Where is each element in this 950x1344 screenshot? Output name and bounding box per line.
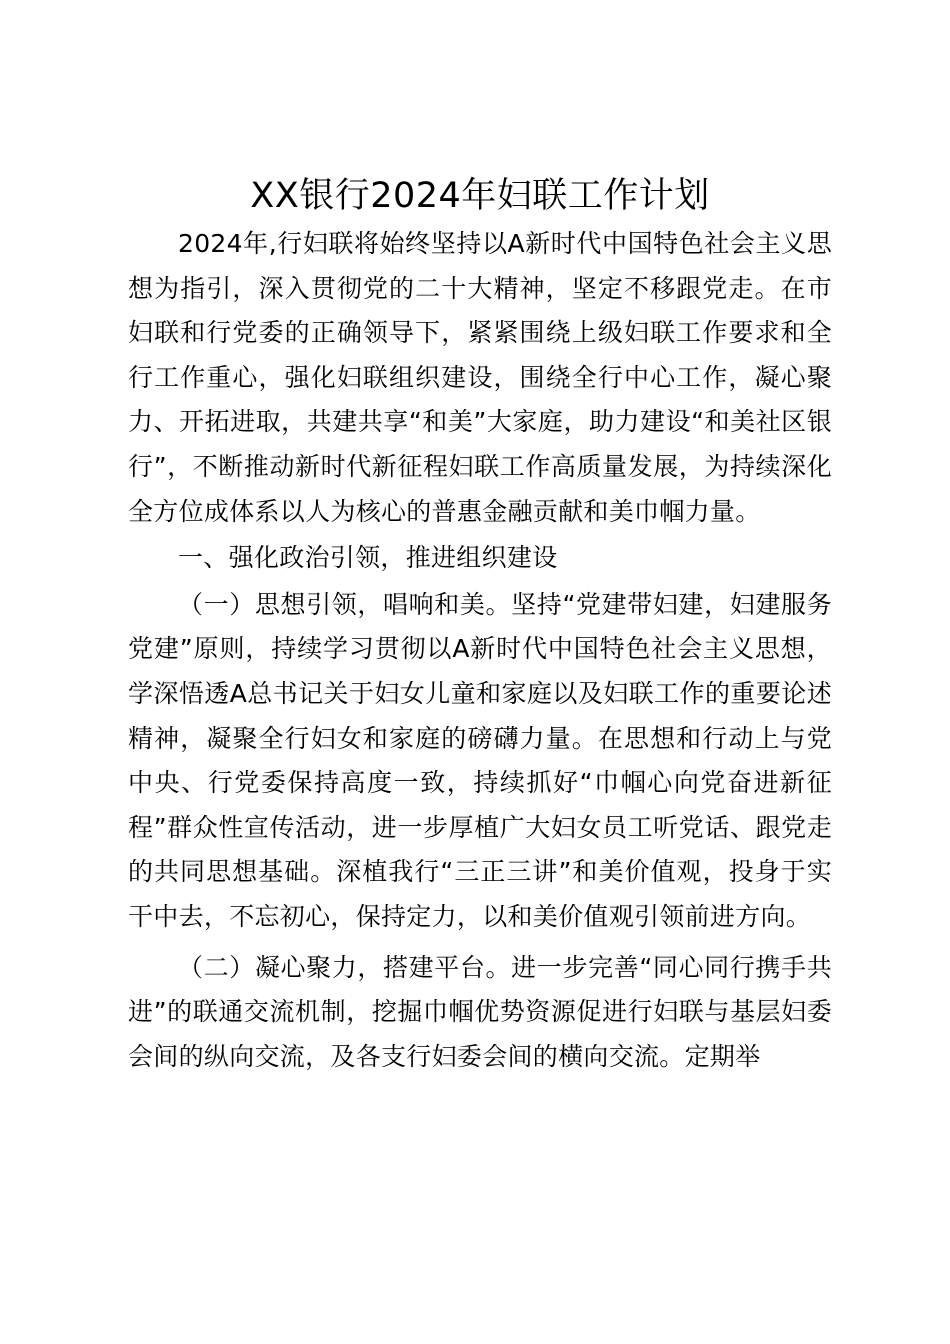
section-1-item-1: （一）思想引领，唱响和美。坚持“党建带妇建，妇建服务党建”原则，持续学习贯彻以A新时代中国特色社会主义思想，学深悟透A总书记关于妇女儿童和家庭以及妇联工作的重要论述精神，凝聚全行妇女和家庭的磅礴力量。在思想和行动上与党中央、行党委保持高度一致，持续抓好“巾帼心向党奋进新征程”群众性宣传活动，进一步厚植广大妇女员工听党话、跟党走的共同思想基础。深植我行“三正三讲”和美价值观，投身于实干中去，不忘初心，保持定力，以和美价值观引领前进方向。 xyxy=(128,589,832,931)
section-1-item-2: （二）凝心聚力，搭建平台。进一步完善“同心同行携手共进”的联通交流机制，挖掘巾帼优势资源促进行妇联与基层妇委会间的纵向交流，及各支行妇委会间的横向交流。定期举 xyxy=(128,952,832,1071)
section-1-heading: 一、强化政治引领，推进组织建设 xyxy=(178,543,558,573)
intro-paragraph: 2024年,行妇联将始终坚持以A新时代中国特色社会主义思想为指引，深入贯彻党的二十大精神，坚定不移跟党走。在市妇联和行党委的正确领导下，紧紧围绕上级妇联工作要求和全行工作重心，强化妇联组织建设，围绕全行中心工作，凝心聚力、开拓进取，共建共享“和美”大家庭，助力建设“和美社区银行”，不断推动新时代新征程妇联工作高质量发展，为持续深化全方位成体系以人为核心的普惠金融贡献和美巾帼力量。 xyxy=(128,229,832,526)
document-page xyxy=(128,168,832,1079)
document-title: XX银行2024年妇联工作计划 xyxy=(250,176,710,216)
